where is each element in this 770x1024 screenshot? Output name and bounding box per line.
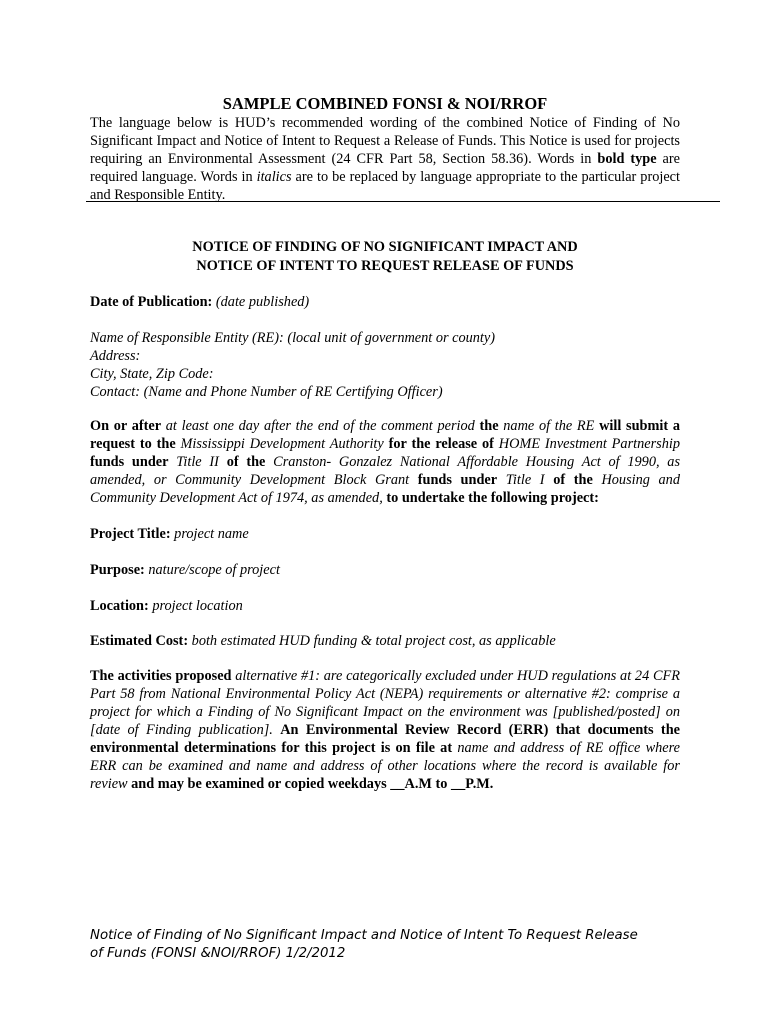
submit-i7: Title I [497, 472, 554, 488]
project-title-value: project name [170, 526, 249, 542]
notice-heading-line-2: NOTICE OF INTENT TO REQUEST RELEASE OF FUNDS [196, 258, 574, 274]
intro-text-1: The language below is HUD’s recommended wording of the combined Notice of Finding of No Significant Impact and Notice of Intent to Request a Release of Funds. This Notice is used for projects requiring an Environmental Assessment (24 CFR Part 58, Section 58.36). Words in [90, 115, 680, 167]
submit-i8: Housing and Community Development Act of 1974, as amended, [90, 472, 680, 506]
notice-heading-line-1: NOTICE OF FINDING OF NO SIGNIFICANT IMPACT AND [192, 239, 578, 255]
submit-b7: funds under [417, 472, 498, 488]
responsible-entity-block [90, 329, 680, 401]
estimated-cost-value: both estimated HUD funding & total project cost, as applicable [188, 633, 556, 649]
re-name [90, 329, 680, 347]
project-title-label: Project Title: [90, 526, 171, 542]
date-of-publication [90, 293, 680, 311]
submit-b8: of the [553, 472, 593, 488]
submit-b3: will submit a request to the [90, 418, 680, 452]
activities-paragraph [90, 667, 680, 793]
submit-b9: to undertake the following project: [386, 490, 599, 506]
location-value: project location [148, 598, 243, 614]
activities-i1: alternative #1: are categorically excluded under HUD regulations at 24 CFR Part 58 from National Environmental Policy Act (NEPA) requirements or alternative #2: comprise a project for which a Finding of No Significant Impact on the environment was [published/posted] on [date of Finding publication]. [90, 668, 680, 738]
re-address [90, 347, 680, 365]
submit-b5: funds under [90, 454, 169, 470]
activities-i2: name and address of RE office where ERR can be examined and name and address of other locations where the record is available for review [90, 740, 681, 792]
purpose-line [90, 561, 680, 579]
re-address-text: Address: [90, 348, 141, 364]
divider-line [86, 201, 720, 202]
submit-i5: Title II [168, 454, 227, 470]
submit-i2: name of the RE [498, 418, 600, 434]
intro-text-3: are to be replaced by language appropriate to the particular project and Responsible Entity. [90, 169, 680, 203]
footer-line-2: of Funds (FONSI &NOI/RROF) 1/2/2012 [90, 946, 346, 961]
re-city-text: City, State, Zip Code: [90, 366, 214, 382]
re-name-text: Name of Responsible Entity (RE): (local unit of government or county) [90, 330, 495, 346]
location-line [90, 597, 680, 615]
intro-paragraph [90, 114, 680, 204]
submit-b6: of the [226, 454, 266, 470]
estimated-cost-label: Estimated Cost: [90, 633, 189, 649]
footer-line-1: Notice of Finding of No Significant Impact and Notice of Intent To Request Release [90, 928, 638, 943]
submit-b4: for the release of [388, 436, 494, 452]
location-label: Location: [90, 598, 149, 614]
intro-italic-word: italics [256, 169, 292, 185]
date-label: Date of Publication: [90, 294, 213, 310]
intro-text-2: are required language. Words in [90, 151, 680, 185]
re-city [90, 365, 680, 383]
intro-bold-word: bold type [597, 151, 657, 167]
estimated-cost-line [90, 632, 680, 650]
notice-heading [0, 238, 770, 276]
submit-i1: at least one day after the end of the comment period [161, 418, 480, 434]
date-value: (date published) [212, 294, 310, 310]
purpose-value: nature/scope of project [144, 562, 280, 578]
page-footer [90, 927, 690, 963]
activities-b1: The activities proposed [90, 668, 232, 684]
project-title-line [90, 525, 680, 543]
submit-request-paragraph [90, 417, 680, 507]
submit-i6: Cranston- Gonzalez National Affordable Housing Act of 1990, as amended, or Community Development Block Grant [90, 454, 681, 488]
submit-b2: the [479, 418, 499, 434]
activities-b2: An Environmental Review Record (ERR) that documents the environmental determinations for this project is on file at [90, 722, 680, 756]
re-contact [90, 383, 680, 401]
submit-i4: HOME Investment Partnership [493, 436, 680, 452]
activities-b3: and may be examined or copied weekdays __A.M to __P.M. [131, 776, 494, 792]
submit-i3: Mississippi Development Authority [175, 436, 389, 452]
purpose-label: Purpose: [90, 562, 145, 578]
submit-b1: On or after [90, 418, 162, 434]
page-title: SAMPLE COMBINED FONSI & NOI/RROF [222, 94, 548, 113]
re-contact-text: Contact: (Name and Phone Number of RE Certifying Officer) [90, 384, 443, 400]
